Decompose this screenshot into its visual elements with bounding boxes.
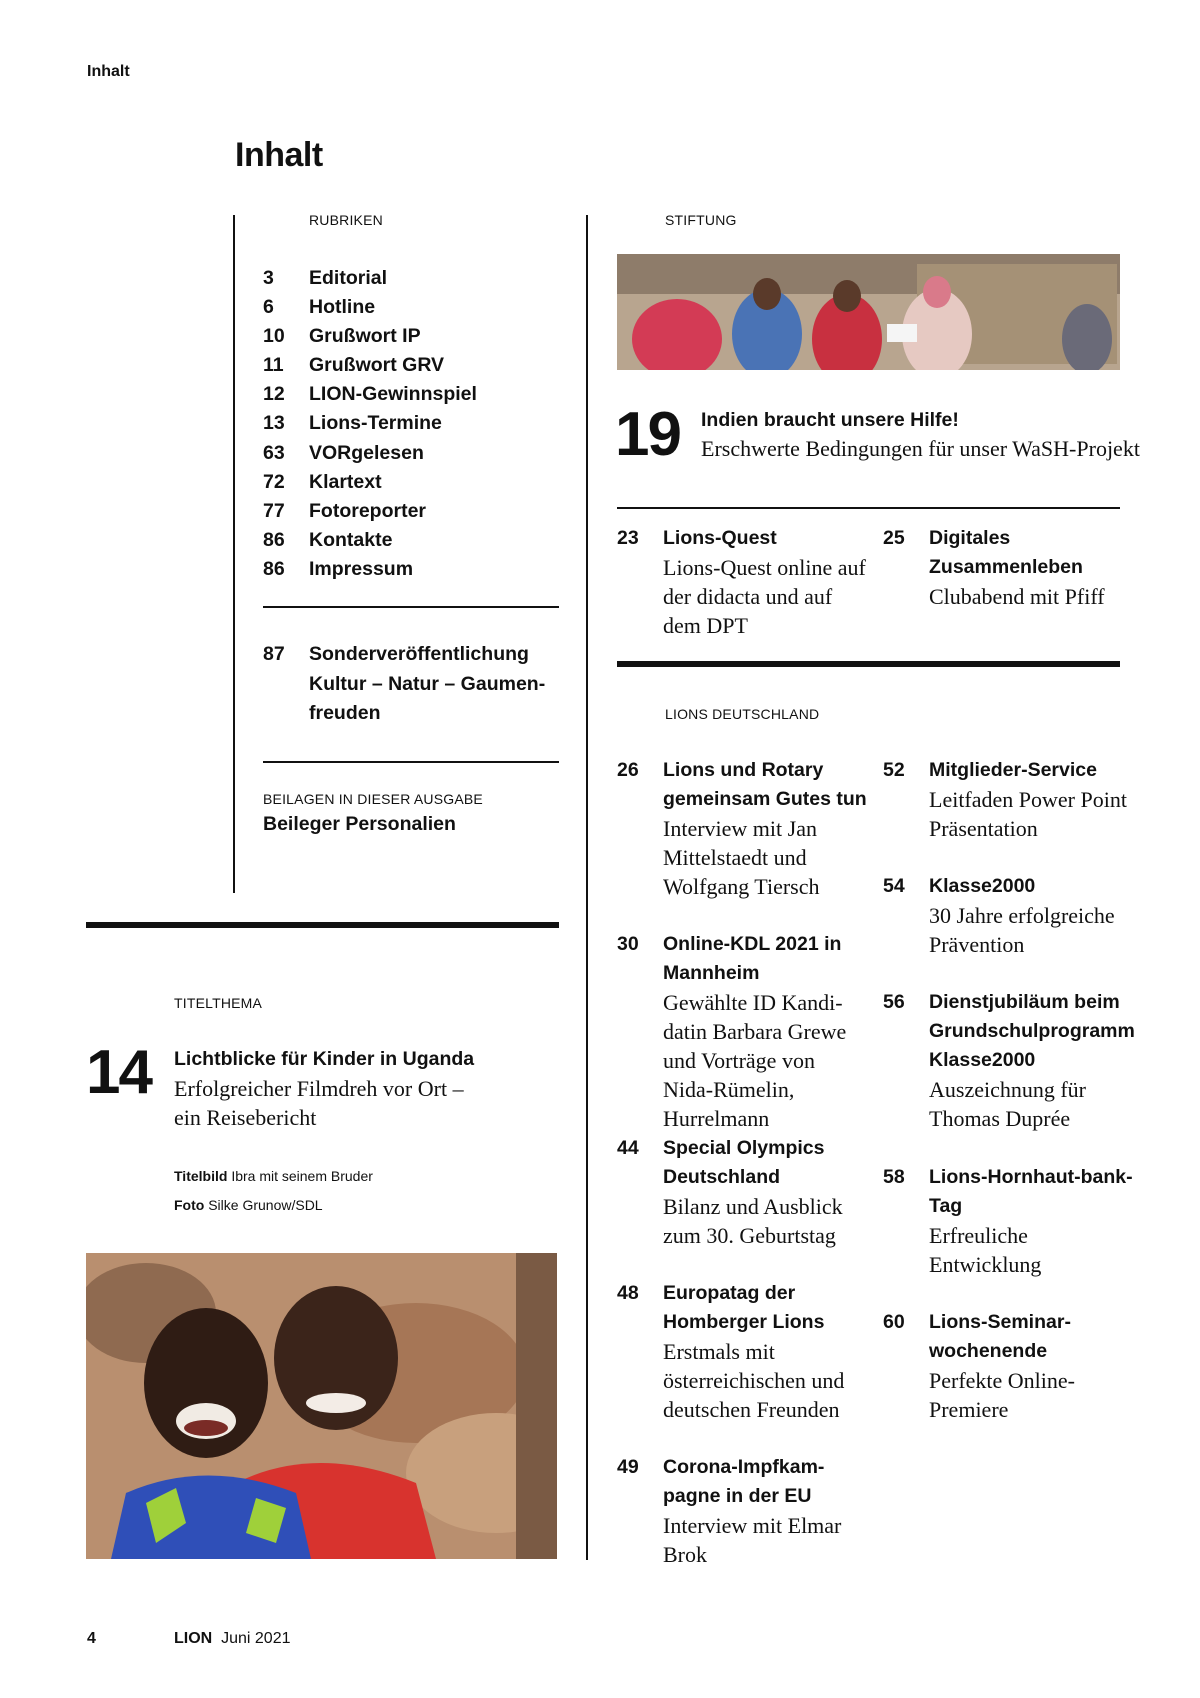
- special-publication-entry[interactable]: [263, 640, 573, 729]
- list-item[interactable]: [263, 264, 563, 293]
- feature-title[interactable]: Indien braucht unsere Hilfe!: [701, 409, 959, 431]
- page-number: 12: [263, 383, 285, 406]
- rubriken-column-rule: [233, 215, 235, 893]
- list-item[interactable]: [883, 1308, 1133, 1424]
- list-item[interactable]: [263, 293, 563, 322]
- page-number: 30: [617, 933, 639, 955]
- page-number: 6: [263, 296, 274, 319]
- list-item[interactable]: [617, 930, 867, 1133]
- page-number: 72: [263, 470, 285, 493]
- issue-date: Juni 2021: [221, 1630, 291, 1647]
- list-item[interactable]: [263, 322, 563, 351]
- page-number: 60: [883, 1311, 905, 1333]
- item-subtitle: Clubabend mit Pfiff: [929, 584, 1105, 609]
- credit-value: Silke Grunow/SDL: [208, 1197, 323, 1213]
- item-subtitle: Interview mit Jan Mittelstaedt und Wolfgang Tiersch: [663, 816, 820, 899]
- feature-page-number: 19: [615, 400, 680, 469]
- stiftung-photo: [617, 254, 1120, 370]
- page-number: 63: [263, 441, 285, 464]
- list-item[interactable]: [883, 988, 1133, 1133]
- list-item[interactable]: [883, 1163, 1133, 1279]
- page-number: 86: [263, 557, 285, 580]
- titelthema-label: TITELTHEMA: [174, 995, 263, 1011]
- page-number: 48: [617, 1282, 639, 1304]
- page-number: 58: [883, 1166, 905, 1188]
- stiftung-photo-illustration: [617, 254, 1120, 370]
- item-title: Fotoreporter: [309, 499, 426, 522]
- list-item[interactable]: [617, 524, 867, 640]
- list-item[interactable]: [617, 1453, 867, 1569]
- credit-foto: [174, 1197, 323, 1213]
- credit-titelbild: [174, 1168, 373, 1184]
- list-item[interactable]: [263, 439, 563, 468]
- item-title: Special Olympics Deutschland: [663, 1137, 825, 1188]
- list-item[interactable]: [263, 497, 563, 526]
- cover-photo-illustration: [86, 1253, 557, 1559]
- page-number: 52: [883, 759, 905, 781]
- item-subtitle: Interview mit Elmar Brok: [663, 1513, 842, 1567]
- item-title: Grußwort GRV: [309, 354, 445, 377]
- item-title: Editorial: [309, 267, 388, 289]
- list-item[interactable]: [263, 555, 563, 584]
- item-title: Klartext: [309, 470, 382, 493]
- item-subtitle: Leitfaden Power Point Präsentation: [929, 787, 1127, 841]
- page-number: 10: [263, 325, 285, 348]
- stiftung-label: STIFTUNG: [665, 212, 737, 228]
- page-number: 11: [263, 354, 284, 377]
- item-title: Lions-Seminar-wochenende: [929, 1311, 1071, 1362]
- credit-label: Foto: [174, 1197, 205, 1213]
- item-subtitle: Auszeichnung für Thomas Duprée: [929, 1077, 1087, 1131]
- magazine-name: LION: [174, 1630, 213, 1647]
- list-item[interactable]: [263, 468, 563, 497]
- list-item[interactable]: [617, 1279, 867, 1424]
- cover-story-subtitle: Erfolgreicher Filmdreh vor Ort – ein Reisebericht: [174, 1076, 464, 1130]
- page-number: 44: [617, 1137, 639, 1159]
- item-title: Digitales Zusammenleben: [929, 527, 1083, 578]
- item-subtitle: 30 Jahre erfolgreiche Prävention: [929, 903, 1115, 957]
- item-title: Lions-Quest: [663, 527, 777, 549]
- item-title: Sonderveröffentlichung Kultur – Natur – Gaumen-freuden: [309, 643, 546, 724]
- feature-subtitle: Erschwerte Bedingungen für unser WaSH-Projekt: [701, 436, 1140, 461]
- item-title: Europatag der Homberger Lions: [663, 1282, 825, 1333]
- divider: [263, 606, 559, 608]
- item-title: Online-KDL 2021 in Mannheim: [663, 933, 842, 984]
- page-number: 54: [883, 875, 905, 897]
- item-title: Impressum: [309, 557, 414, 580]
- item-title: Klasse2000: [929, 875, 1036, 897]
- page-number: 23: [617, 527, 639, 549]
- item-title: Lions-Hornhaut-bank-Tag: [929, 1166, 1133, 1217]
- page-number: 49: [617, 1456, 639, 1478]
- divider: [263, 761, 559, 763]
- beilagen-label: BEILAGEN IN DIESER AUSGABE: [263, 791, 483, 807]
- item-subtitle: Gewählte ID Kandi-datin Barbara Grewe und Vorträge von Nida-Rümelin, Hurrelmann: [663, 990, 847, 1131]
- page-number: 77: [263, 499, 285, 522]
- page-number: 26: [617, 759, 639, 781]
- list-item[interactable]: [883, 524, 1123, 611]
- beilagen-title: Beileger Personalien: [263, 813, 456, 835]
- page-number: 25: [883, 527, 905, 549]
- divider: [617, 507, 1120, 509]
- running-head: Inhalt: [87, 63, 130, 80]
- item-title: Hotline: [309, 296, 376, 319]
- list-item[interactable]: [617, 1134, 867, 1250]
- list-item[interactable]: [883, 872, 1133, 959]
- rubriken-label: RUBRIKEN: [309, 212, 383, 228]
- page-title: Inhalt: [235, 136, 323, 174]
- item-title: Grußwort IP: [309, 325, 421, 348]
- cover-story-page-number: 14: [86, 1038, 151, 1107]
- cover-photo: [86, 1253, 557, 1559]
- divider-thick: [617, 661, 1120, 667]
- page-number-footer: 4: [87, 1630, 96, 1647]
- list-item[interactable]: [263, 380, 563, 409]
- list-item[interactable]: [263, 409, 563, 438]
- divider-thick: [86, 922, 559, 928]
- item-subtitle: Erstmals mit österreichischen und deutschen Freunden: [663, 1339, 845, 1422]
- item-subtitle: Bilanz und Ausblick zum 30. Geburtstag: [663, 1194, 843, 1248]
- item-title: LION-Gewinnspiel: [309, 383, 477, 406]
- center-column-rule: [586, 215, 588, 1560]
- item-subtitle: Lions-Quest online auf der didacta und auf dem DPT: [663, 555, 866, 638]
- page-number: 87: [263, 643, 285, 665]
- list-item[interactable]: [263, 526, 563, 555]
- list-item[interactable]: [883, 756, 1133, 843]
- credit-value: Ibra mit seinem Bruder: [231, 1168, 373, 1184]
- magazine-footer: [174, 1630, 291, 1648]
- item-subtitle: Erfreuliche Entwicklung: [929, 1223, 1042, 1277]
- page-number: 3: [263, 267, 274, 289]
- item-subtitle: Perfekte Online-Premiere: [929, 1368, 1075, 1422]
- item-title: Lions-Termine: [309, 412, 442, 435]
- credit-label: Titelbild: [174, 1168, 228, 1184]
- item-title: Kontakte: [309, 528, 393, 551]
- page-number: 56: [883, 991, 905, 1013]
- list-item[interactable]: [617, 756, 867, 901]
- page-number: 13: [263, 412, 285, 435]
- lions-deutschland-label: LIONS DEUTSCHLAND: [665, 706, 820, 722]
- item-title: VORgelesen: [309, 441, 424, 464]
- item-title: Lions und Rotary gemeinsam Gutes tun: [663, 759, 867, 810]
- item-title: Dienstjubiläum beim Grundschulprogramm Klasse2000: [929, 991, 1135, 1071]
- rubriken-list: [263, 264, 563, 584]
- item-title: Mitglieder-Service: [929, 759, 1097, 781]
- item-title: Corona-Impfkam-pagne in der EU: [663, 1456, 825, 1507]
- cover-story-title[interactable]: Lichtblicke für Kinder in Uganda: [174, 1048, 475, 1070]
- list-item[interactable]: [263, 351, 563, 380]
- page-number: 86: [263, 528, 285, 551]
